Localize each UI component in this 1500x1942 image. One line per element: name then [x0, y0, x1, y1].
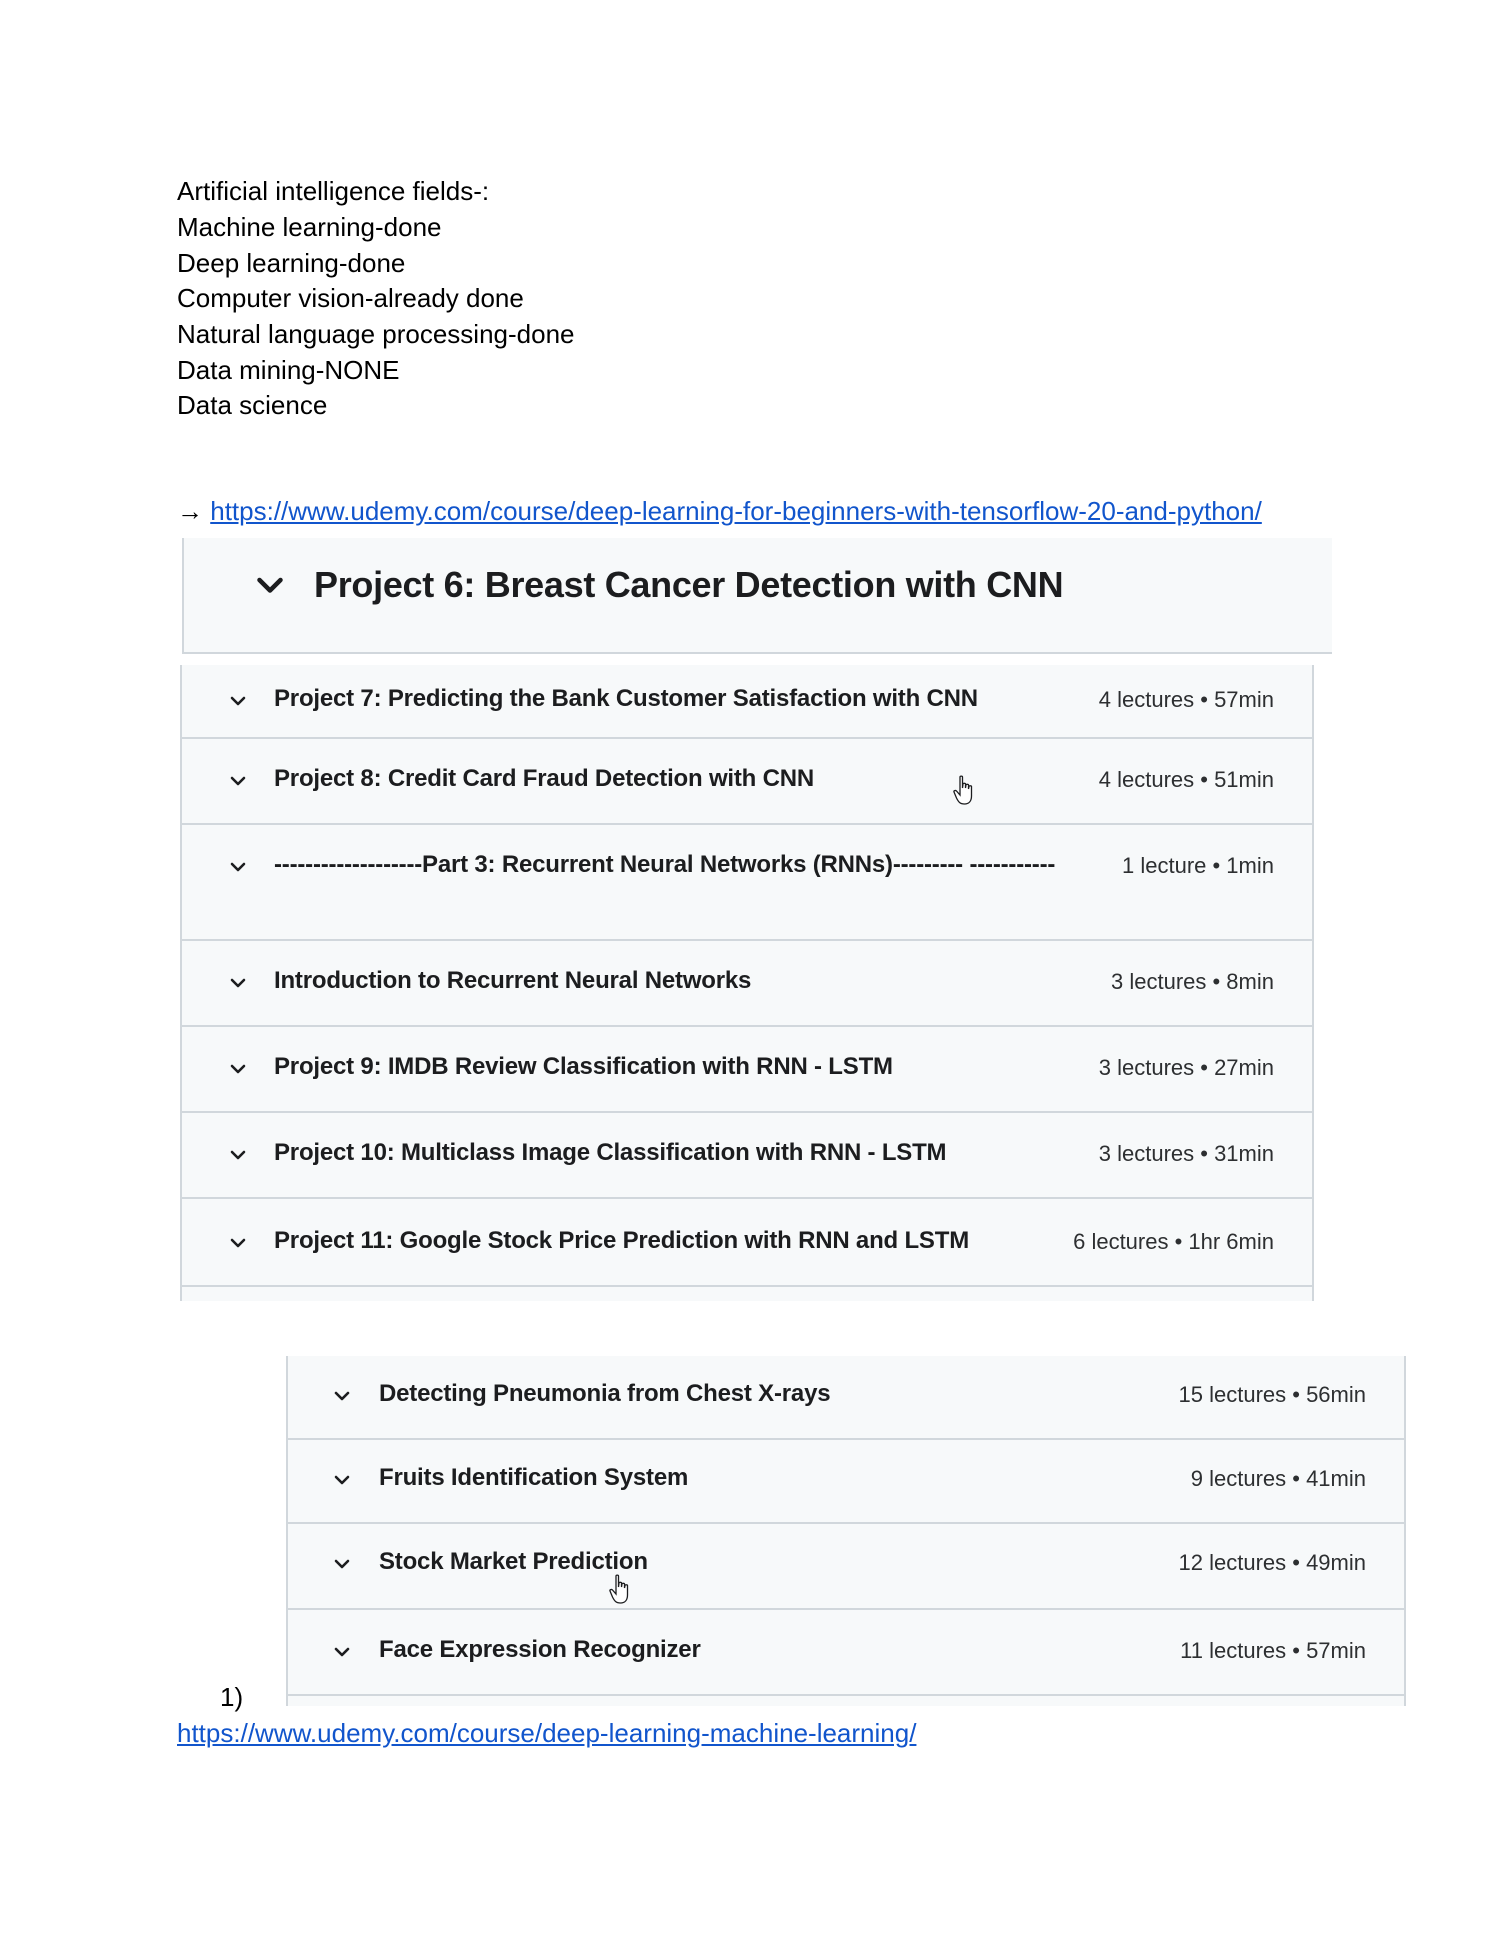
section-title: Project 11: Google Stock Price Prediction with RNN and LSTM — [274, 1227, 969, 1254]
chevron-down-icon — [226, 971, 250, 995]
curriculum-section[interactable] — [182, 1199, 1312, 1287]
chevron-down-icon — [226, 1057, 250, 1081]
section-title: Project 8: Credit Card Fraud Detection with CNN — [274, 765, 814, 792]
hand-pointer-icon — [952, 775, 976, 807]
field-item: Deep learning-done — [177, 248, 406, 278]
section-title: Fruits Identification System — [379, 1464, 689, 1491]
curriculum-section[interactable] — [182, 665, 1312, 739]
udemy-link-tensorflow[interactable]: https://www.udemy.com/course/deep-learning-for-beginners-with-tensorflow-20-and-python/ — [210, 496, 1262, 526]
curriculum-section[interactable] — [288, 1440, 1404, 1524]
section-title: Project 9: IMDB Review Classification with RNN - LSTM — [274, 1053, 893, 1080]
field-item: Data science — [177, 390, 328, 420]
section-meta: 3 lectures • 8min — [1111, 969, 1274, 994]
section-header-project-6[interactable] — [182, 538, 1332, 654]
chevron-down-icon — [330, 1552, 354, 1576]
link1-line — [177, 496, 1262, 526]
chevron-down-icon — [226, 1231, 250, 1255]
list-marker: 1) — [220, 1682, 244, 1712]
section-meta: 9 lectures • 41min — [1190, 1466, 1366, 1491]
curriculum-section[interactable] — [182, 1027, 1312, 1113]
curriculum-section[interactable] — [182, 825, 1312, 941]
field-item: Data mining-NONE — [177, 355, 400, 385]
chevron-down-icon — [330, 1468, 354, 1492]
chevron-down-icon — [226, 855, 250, 879]
chevron-down-icon — [226, 689, 250, 713]
curriculum-section[interactable] — [182, 1113, 1312, 1199]
section-meta: 4 lectures • 57min — [1098, 687, 1274, 712]
chevron-down-icon — [226, 769, 250, 793]
curriculum-section[interactable] — [288, 1610, 1404, 1696]
section-header-title: Project 6: Breast Cancer Detection with CNN — [314, 564, 1064, 605]
udemy-link-deep-learning-ml[interactable]: https://www.udemy.com/course/deep-learning-machine-learning/ — [177, 1718, 917, 1748]
section-meta: 4 lectures • 51min — [1098, 767, 1274, 792]
field-item: Machine learning-done — [177, 212, 442, 242]
section-meta: 1 lecture • 1min — [1122, 853, 1274, 878]
chevron-down-icon — [252, 568, 288, 604]
chevron-down-icon — [226, 1143, 250, 1167]
chevron-down-icon — [330, 1384, 354, 1408]
curriculum-section[interactable] — [288, 1356, 1404, 1440]
section-title: Detecting Pneumonia from Chest X-rays — [379, 1380, 831, 1407]
section-title: Face Expression Recognizer — [379, 1636, 701, 1663]
curriculum-section[interactable] — [182, 739, 1312, 825]
curriculum-section[interactable] — [182, 941, 1312, 1027]
arrow-glyph: → — [177, 496, 211, 526]
section-meta: 3 lectures • 27min — [1098, 1055, 1274, 1080]
curriculum-list-1 — [180, 665, 1314, 1301]
section-title: Stock Market Prediction — [379, 1548, 648, 1575]
hand-pointer-icon — [608, 1574, 632, 1606]
curriculum-section[interactable] — [288, 1524, 1404, 1610]
section-title: Project 10: Multiclass Image Classification with RNN - LSTM — [274, 1139, 947, 1166]
section-meta: 15 lectures • 56min — [1178, 1382, 1366, 1407]
section-meta: 6 lectures • 1hr 6min — [1073, 1229, 1274, 1254]
section-title: Introduction to Recurrent Neural Networks — [274, 967, 752, 994]
fields-heading: Artificial intelligence fields-: — [177, 176, 490, 206]
section-title: -------------------Part 3: Recurrent Neural Networks (RNNs)--------- ----------- — [274, 851, 1056, 878]
chevron-down-icon — [330, 1640, 354, 1664]
section-meta: 3 lectures • 31min — [1098, 1141, 1274, 1166]
section-title: Project 7: Predicting the Bank Customer Satisfaction with CNN — [274, 685, 978, 712]
curriculum-list-2 — [286, 1356, 1406, 1706]
section-meta: 12 lectures • 49min — [1178, 1550, 1366, 1575]
field-item: Computer vision-already done — [177, 283, 524, 313]
field-item: Natural language processing-done — [177, 319, 575, 349]
section-meta: 11 lectures • 57min — [1180, 1638, 1366, 1663]
